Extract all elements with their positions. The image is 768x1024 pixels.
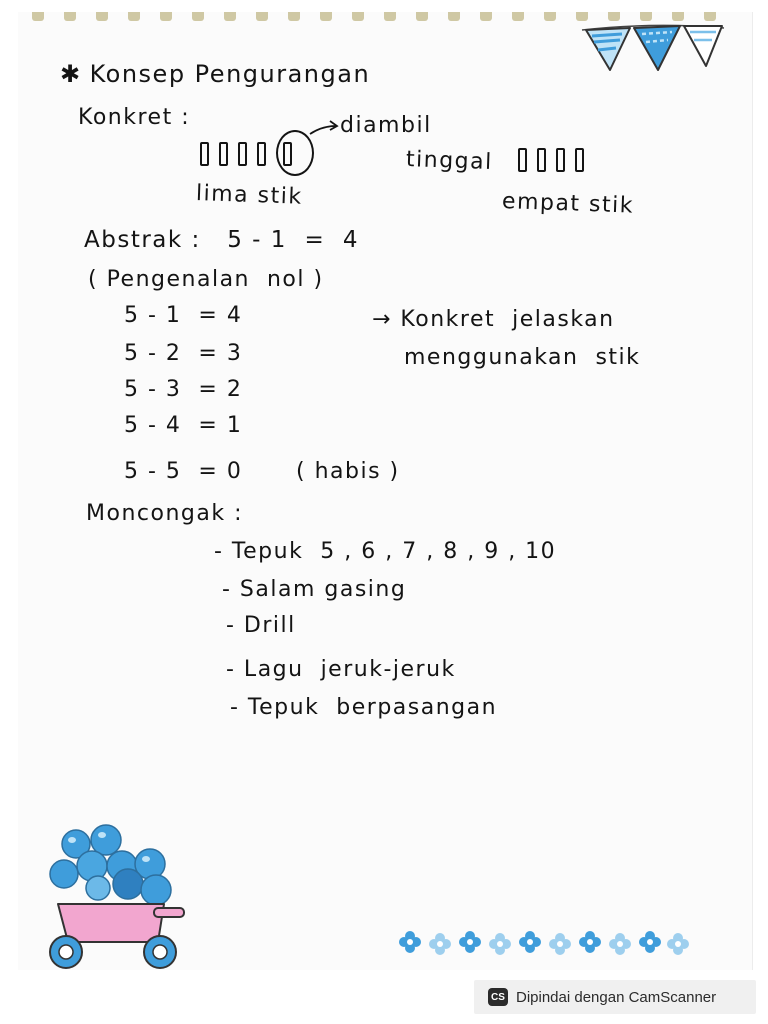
balloon-cart-icon: [36, 822, 186, 972]
camscanner-logo-icon: CS: [488, 988, 508, 1006]
habis-note: ( habis ): [296, 459, 400, 484]
binder-ring: [224, 12, 236, 21]
activity-item: - Drill: [226, 613, 296, 638]
konkret-label: Konkret :: [78, 105, 191, 130]
zero-heading: ( Pengenalan nol ): [88, 267, 324, 292]
empat-stik-label: empat stik: [501, 189, 635, 219]
activity-item: - Tepuk berpasangan: [230, 695, 498, 720]
bunting-flags-icon: [578, 20, 728, 76]
binder-ring: [160, 12, 172, 21]
camscanner-badge: [474, 980, 756, 1014]
stick-icon: [219, 142, 228, 166]
note-title-text: Konsep Pengurangan: [89, 60, 371, 88]
diambil-label: diambil: [340, 113, 432, 138]
binder-ring: [416, 12, 428, 21]
binder-ring: [352, 12, 364, 21]
stick-icon: [257, 142, 266, 166]
stick-icon: [238, 142, 247, 166]
asterisk-icon: ✱: [60, 60, 82, 88]
explain-line-1: → Konkret jelaskan: [372, 307, 615, 332]
moncongak-label: Moncongak :: [86, 501, 243, 526]
lima-stik-label: lima stik: [195, 181, 303, 210]
equation-row: 5 - 2 = 3: [124, 341, 243, 366]
binder-ring: [320, 12, 332, 21]
tinggal-label: tinggal: [405, 147, 494, 176]
binder-ring: [256, 12, 268, 21]
binder-ring: [64, 12, 76, 21]
equation-row: 5 - 4 = 1: [124, 413, 243, 438]
binder-ring: [128, 12, 140, 21]
binder-ring: [544, 12, 556, 21]
binder-ring: [512, 12, 524, 21]
stick-icon: [556, 148, 565, 172]
stick-icon: [200, 142, 209, 166]
binder-ring: [96, 12, 108, 21]
note-title: [60, 60, 370, 88]
abstrak-line: Abstrak : 5 - 1 = 4: [84, 227, 360, 253]
stick-icon: [518, 148, 527, 172]
binder-ring: [288, 12, 300, 21]
arrow-icon: [308, 118, 342, 138]
binder-ring: [480, 12, 492, 21]
flower-border-icon: [394, 928, 694, 968]
camscanner-text: Dipindai dengan CamScanner: [516, 988, 717, 1006]
binder-ring: [32, 12, 44, 21]
explain-line-2: menggunakan stik: [404, 345, 641, 370]
equation-row: 5 - 5 = 0: [124, 459, 243, 484]
stick-icon: [575, 148, 584, 172]
activity-item: - Tepuk 5 , 6 , 7 , 8 , 9 , 10: [214, 539, 557, 564]
stick-icon: [537, 148, 546, 172]
activity-item: - Lagu jeruk-jeruk: [226, 657, 456, 682]
binder-ring: [384, 12, 396, 21]
binder-ring: [448, 12, 460, 21]
binder-ring: [192, 12, 204, 21]
equation-row: 5 - 1 = 4: [124, 303, 243, 328]
activity-item: - Salam gasing: [222, 577, 407, 602]
equation-row: 5 - 3 = 2: [124, 377, 243, 402]
